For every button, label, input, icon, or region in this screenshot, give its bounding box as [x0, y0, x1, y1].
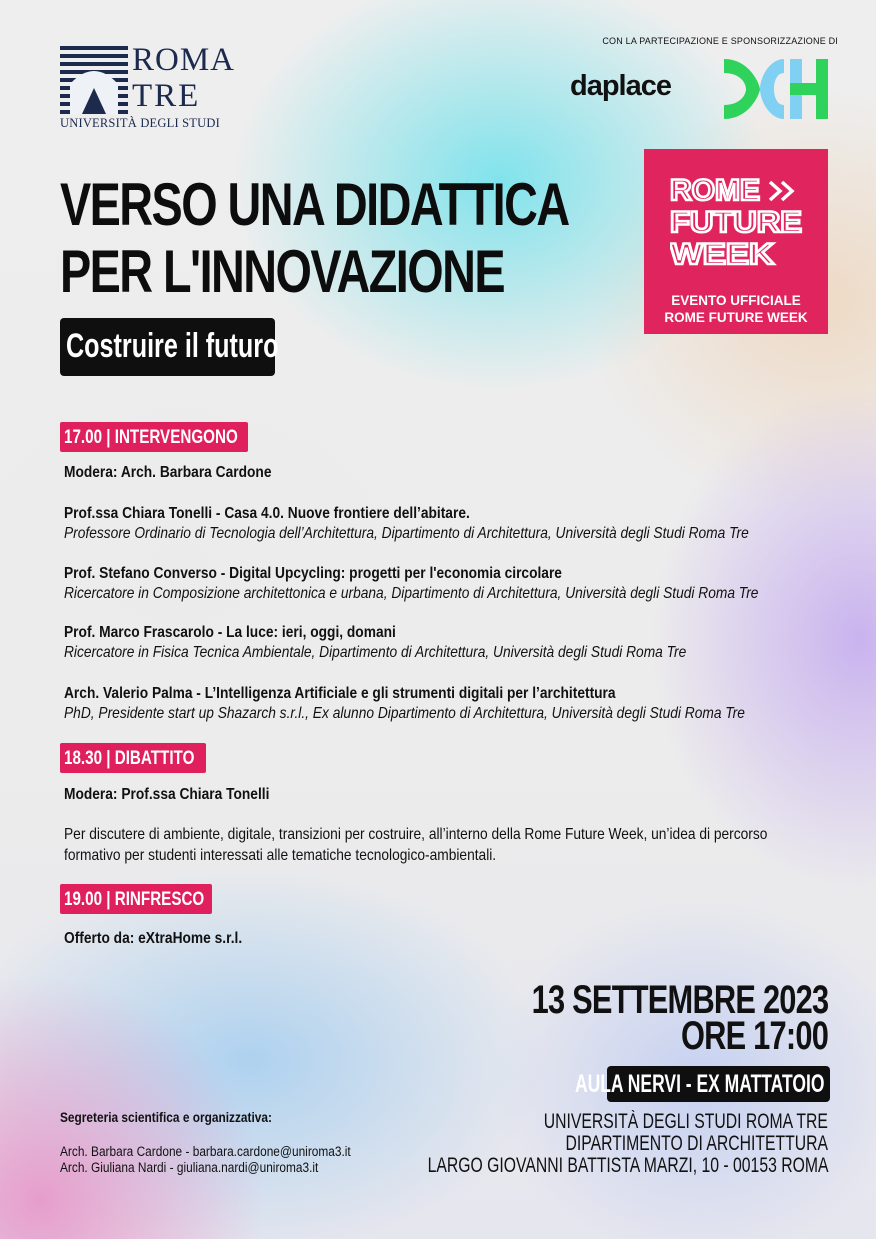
speaker-talk: Prof.ssa Chiara Tonelli - Casa 4.0. Nuove frontiere dell’abitare. — [64, 505, 470, 522]
tag-debate-label: 18.30 | DIBATTITO — [64, 748, 195, 769]
xh-logo-icon — [720, 55, 832, 123]
tag-interventions — [60, 422, 248, 452]
speaker-talk: Prof. Marco Frascarolo - La luce: ieri, oggi, domani — [64, 624, 396, 641]
address-line2: DIPARTIMENTO DI ARCHITETTURA — [565, 1132, 828, 1155]
secretariat-contact: Arch. Barbara Cardone - barbara.cardone@uniroma3.it — [60, 1144, 351, 1159]
debate-description-line2: formativo per studenti interessati alle tematiche tecnologico-ambientali. — [64, 847, 497, 864]
rfw-caption-line1: EVENTO UFFICIALE — [671, 293, 801, 308]
speaker-role: PhD, Presidente start up Shazarch s.r.l., Ex alunno Dipartimento di Architettura, Università degli Studi Roma Tre — [64, 705, 745, 722]
university-subtitle: UNIVERSITÀ DEGLI STUDI — [60, 116, 220, 130]
speaker-talk: Arch. Valerio Palma - L’Intelligenza Artificiale e gli strumenti digitali per l’architettura — [64, 685, 616, 702]
subtitle: Costruire il futuro — [66, 327, 279, 365]
university-name-line2: TRE — [132, 78, 201, 114]
secretariat-contact: Arch. Giuliana Nardi - giuliana.nardi@uniroma3.it — [60, 1160, 319, 1175]
event-date: 13 SETTEMBRE 2023 — [531, 978, 828, 1022]
speaker-role: Ricercatore in Composizione architettonica e urbana, Dipartimento di Architettura, Università degli Studi Roma Tre — [64, 585, 759, 602]
event-venue: AULA NERVI - EX MATTATOIO — [574, 1070, 824, 1098]
speaker-role: Professore Ordinario di Tecnologia dell’Architettura, Dipartimento di Architettura, Università degli Studi Roma Tre — [64, 525, 749, 542]
tag-debate — [60, 743, 206, 773]
tag-refreshment — [60, 884, 212, 914]
speaker-talk: Prof. Stefano Converso - Digital Upcycling: progetti per l'economia circolare — [64, 565, 562, 582]
secretariat-title: Segreteria scientifica e organizzativa: — [60, 1110, 272, 1125]
university-name-line1: ROMA — [132, 42, 236, 78]
daplace-logo: daplace — [570, 70, 671, 102]
refreshment-offered-by: Offerto da: eXtraHome s.r.l. — [64, 930, 243, 947]
moderator-debate: Modera: Prof.ssa Chiara Tonelli — [64, 786, 270, 803]
rfw-word-week: WEEK — [670, 238, 775, 271]
moderator-interventions: Modera: Arch. Barbara Cardone — [64, 464, 272, 481]
speaker-role: Ricercatore in Fisica Tecnica Ambientale, Dipartimento di Architettura, Università degli Studi Roma Tre — [64, 644, 687, 661]
tag-refreshment-label: 19.00 | RINFRESCO — [64, 889, 205, 910]
rome-future-week-wordmark — [670, 172, 810, 272]
event-time: ORE 17:00 — [680, 1014, 828, 1058]
rfw-word-future: FUTURE — [670, 206, 802, 239]
debate-description-line1: Per discutere di ambiente, digitale, transizioni per costruire, all’interno della Rome Future Week, un’idea di percorso — [64, 826, 768, 843]
address-line1: UNIVERSITÀ DEGLI STUDI ROMA TRE — [543, 1110, 828, 1133]
title-line1: VERSO UNA DIDATTICA — [60, 171, 569, 238]
rfw-word-rome: ROME — [670, 174, 760, 207]
rfw-caption — [644, 292, 828, 326]
title-line2: PER L'INNOVAZIONE — [60, 238, 504, 305]
address-line3: LARGO GIOVANNI BATTISTA MARZI, 10 - 00153 ROMA — [427, 1154, 828, 1177]
tag-interventions-label: 17.00 | INTERVENGONO — [64, 427, 238, 448]
sponsor-caption: CON LA PARTECIPAZIONE E SPONSORIZZAZIONE DI — [602, 36, 838, 46]
rfw-caption-line2: ROME FUTURE WEEK — [664, 310, 808, 325]
